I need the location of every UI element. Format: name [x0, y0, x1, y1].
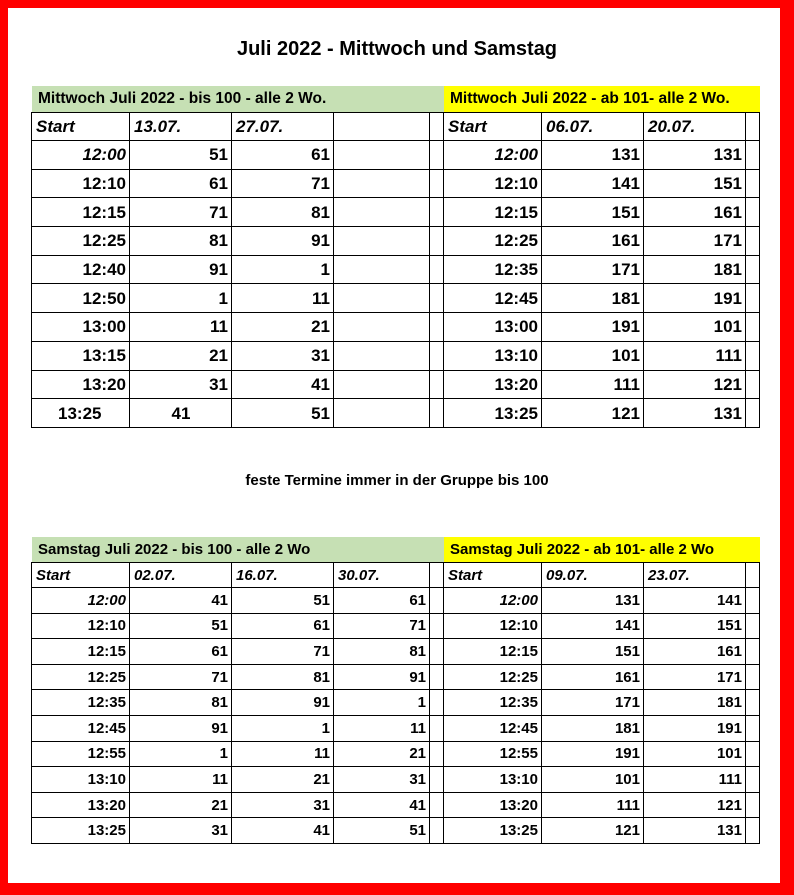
- start-time-cell: 12:45: [444, 284, 542, 313]
- date-header: 16.07.: [232, 563, 334, 588]
- group-number-cell: [430, 588, 444, 614]
- group-number-cell: 21: [334, 742, 430, 768]
- group-number-cell: 91: [130, 716, 232, 742]
- start-time-cell: 13:15: [32, 342, 130, 371]
- group-number-cell: 171: [542, 256, 644, 285]
- group-number-cell: 11: [130, 313, 232, 342]
- start-header: Start: [32, 563, 130, 588]
- saturday-group-high-header: Samstag Juli 2022 - ab 101- alle 2 Wo: [444, 537, 760, 562]
- group-number-cell: 11: [334, 716, 430, 742]
- group-number-cell: 161: [644, 198, 746, 227]
- group-number-cell: [334, 256, 430, 285]
- group-number-cell: 61: [232, 141, 334, 170]
- group-number-cell: [746, 690, 760, 716]
- group-number-cell: 161: [542, 665, 644, 691]
- date-header: 27.07.: [232, 113, 334, 141]
- group-number-cell: 71: [130, 665, 232, 691]
- start-time-cell: 12:00: [32, 141, 130, 170]
- group-number-cell: [746, 170, 760, 199]
- group-number-cell: 81: [232, 665, 334, 691]
- start-time-cell: 13:10: [444, 342, 542, 371]
- group-number-cell: 161: [644, 639, 746, 665]
- start-time-cell: 12:25: [32, 665, 130, 691]
- group-number-cell: [746, 284, 760, 313]
- group-number-cell: 51: [130, 614, 232, 640]
- date-header: 09.07.: [542, 563, 644, 588]
- group-number-cell: [746, 198, 760, 227]
- group-number-cell: 101: [542, 342, 644, 371]
- start-time-cell: 13:00: [444, 313, 542, 342]
- group-number-cell: 141: [542, 170, 644, 199]
- start-time-cell: 13:25: [444, 399, 542, 428]
- group-number-cell: [334, 371, 430, 400]
- group-number-cell: 1: [232, 256, 334, 285]
- group-number-cell: 131: [644, 818, 746, 844]
- group-number-cell: [746, 767, 760, 793]
- group-number-cell: 61: [334, 588, 430, 614]
- group-number-cell: 181: [542, 284, 644, 313]
- group-number-cell: [430, 256, 444, 285]
- group-number-cell: 141: [644, 588, 746, 614]
- group-number-cell: 11: [232, 742, 334, 768]
- group-number-cell: [430, 614, 444, 640]
- group-number-cell: [430, 767, 444, 793]
- group-number-cell: [746, 793, 760, 819]
- start-header: Start: [444, 563, 542, 588]
- group-number-cell: [746, 227, 760, 256]
- group-number-cell: [334, 141, 430, 170]
- page-title: Juli 2022 - Mittwoch und Samstag: [236, 38, 558, 60]
- group-number-cell: [746, 818, 760, 844]
- group-number-cell: [430, 639, 444, 665]
- group-number-cell: 181: [644, 256, 746, 285]
- group-number-cell: 41: [130, 588, 232, 614]
- group-number-cell: 111: [542, 793, 644, 819]
- group-number-cell: [746, 742, 760, 768]
- group-number-cell: 81: [130, 227, 232, 256]
- group-number-cell: 191: [542, 742, 644, 768]
- date-header: 13.07.: [130, 113, 232, 141]
- group-number-cell: 171: [644, 665, 746, 691]
- start-time-cell: 12:45: [444, 716, 542, 742]
- start-time-cell: 12:35: [444, 690, 542, 716]
- group-number-cell: 1: [130, 284, 232, 313]
- group-number-cell: 61: [130, 639, 232, 665]
- group-number-cell: [430, 342, 444, 371]
- group-number-cell: [334, 284, 430, 313]
- group-number-cell: 121: [644, 371, 746, 400]
- group-number-cell: 41: [334, 793, 430, 819]
- date-header: 06.07.: [542, 113, 644, 141]
- start-time-cell: 13:20: [32, 371, 130, 400]
- group-number-cell: 91: [232, 227, 334, 256]
- start-time-cell: 12:25: [444, 665, 542, 691]
- group-number-cell: 31: [334, 767, 430, 793]
- group-number-cell: 151: [644, 170, 746, 199]
- group-number-cell: 41: [232, 371, 334, 400]
- date-header: [430, 113, 444, 141]
- start-time-cell: 13:10: [444, 767, 542, 793]
- group-number-cell: 1: [232, 716, 334, 742]
- group-number-cell: 81: [130, 690, 232, 716]
- group-number-cell: [746, 665, 760, 691]
- group-number-cell: 151: [644, 614, 746, 640]
- group-number-cell: 151: [542, 198, 644, 227]
- group-number-cell: [746, 342, 760, 371]
- fixed-appointments-note: feste Termine immer in der Gruppe bis 100: [245, 472, 549, 489]
- group-number-cell: [430, 284, 444, 313]
- group-number-cell: 131: [644, 399, 746, 428]
- start-time-cell: 12:00: [444, 141, 542, 170]
- start-time-cell: 13:20: [444, 371, 542, 400]
- group-number-cell: 91: [232, 690, 334, 716]
- start-time-cell: 13:25: [32, 399, 130, 428]
- group-number-cell: 141: [542, 614, 644, 640]
- start-time-cell: 12:35: [32, 690, 130, 716]
- date-header: [746, 563, 760, 588]
- group-number-cell: [746, 256, 760, 285]
- group-number-cell: 101: [542, 767, 644, 793]
- start-time-cell: 13:10: [32, 767, 130, 793]
- group-number-cell: 51: [232, 399, 334, 428]
- group-number-cell: [334, 227, 430, 256]
- saturday-group-low-header: Samstag Juli 2022 - bis 100 - alle 2 Wo: [32, 537, 444, 562]
- group-number-cell: 101: [644, 313, 746, 342]
- group-number-cell: 111: [542, 371, 644, 400]
- group-number-cell: 161: [542, 227, 644, 256]
- group-number-cell: 121: [644, 793, 746, 819]
- group-number-cell: 181: [542, 716, 644, 742]
- group-number-cell: 31: [130, 371, 232, 400]
- group-number-cell: 121: [542, 818, 644, 844]
- group-number-cell: 131: [644, 141, 746, 170]
- group-number-cell: 171: [542, 690, 644, 716]
- start-time-cell: 12:15: [32, 639, 130, 665]
- start-time-cell: 13:25: [32, 818, 130, 844]
- start-time-cell: 12:25: [444, 227, 542, 256]
- start-header: Start: [444, 113, 542, 141]
- start-time-cell: 13:00: [32, 313, 130, 342]
- group-number-cell: 31: [130, 818, 232, 844]
- group-number-cell: 71: [232, 639, 334, 665]
- start-time-cell: 12:25: [32, 227, 130, 256]
- start-time-cell: 12:00: [32, 588, 130, 614]
- group-number-cell: 21: [232, 313, 334, 342]
- start-time-cell: 12:55: [32, 742, 130, 768]
- start-time-cell: 12:10: [444, 614, 542, 640]
- group-number-cell: 91: [130, 256, 232, 285]
- group-number-cell: 31: [232, 793, 334, 819]
- group-number-cell: [334, 313, 430, 342]
- date-header: [334, 113, 430, 141]
- group-number-cell: [430, 141, 444, 170]
- group-number-cell: 111: [644, 767, 746, 793]
- group-number-cell: [746, 716, 760, 742]
- group-number-cell: 71: [130, 198, 232, 227]
- date-header: 23.07.: [644, 563, 746, 588]
- saturday-schedule-table: [31, 562, 760, 844]
- wednesday-group-low-header: Mittwoch Juli 2022 - bis 100 - alle 2 Wo.: [32, 86, 444, 112]
- group-number-cell: [746, 614, 760, 640]
- date-header: 30.07.: [334, 563, 430, 588]
- group-number-cell: [334, 170, 430, 199]
- start-time-cell: 13:20: [444, 793, 542, 819]
- wednesday-schedule-table: [31, 112, 760, 428]
- group-number-cell: 191: [644, 716, 746, 742]
- start-time-cell: 12:15: [444, 639, 542, 665]
- group-number-cell: [334, 198, 430, 227]
- group-number-cell: 191: [542, 313, 644, 342]
- group-number-cell: [746, 588, 760, 614]
- start-time-cell: 12:35: [444, 256, 542, 285]
- group-number-cell: 151: [542, 639, 644, 665]
- start-time-cell: 13:20: [32, 793, 130, 819]
- group-number-cell: 51: [130, 141, 232, 170]
- group-number-cell: [430, 313, 444, 342]
- group-number-cell: [746, 141, 760, 170]
- group-number-cell: [430, 170, 444, 199]
- group-number-cell: 51: [232, 588, 334, 614]
- group-number-cell: [746, 399, 760, 428]
- group-number-cell: [430, 227, 444, 256]
- group-number-cell: [746, 371, 760, 400]
- group-number-cell: [430, 399, 444, 428]
- group-number-cell: [746, 313, 760, 342]
- group-number-cell: 11: [130, 767, 232, 793]
- group-number-cell: 21: [130, 342, 232, 371]
- date-header: 02.07.: [130, 563, 232, 588]
- start-header: Start: [32, 113, 130, 141]
- start-time-cell: 12:15: [32, 198, 130, 227]
- group-number-cell: 11: [232, 284, 334, 313]
- group-number-cell: 81: [334, 639, 430, 665]
- wednesday-group-high-header: Mittwoch Juli 2022 - ab 101- alle 2 Wo.: [444, 86, 760, 112]
- group-number-cell: [746, 639, 760, 665]
- group-number-cell: 131: [542, 588, 644, 614]
- group-number-cell: 101: [644, 742, 746, 768]
- date-header: [746, 113, 760, 141]
- group-number-cell: 181: [644, 690, 746, 716]
- group-number-cell: [430, 793, 444, 819]
- group-number-cell: 71: [232, 170, 334, 199]
- start-time-cell: 12:45: [32, 716, 130, 742]
- group-number-cell: [334, 399, 430, 428]
- group-number-cell: [430, 371, 444, 400]
- start-time-cell: 12:00: [444, 588, 542, 614]
- group-number-cell: 41: [130, 399, 232, 428]
- group-number-cell: 171: [644, 227, 746, 256]
- start-time-cell: 12:10: [444, 170, 542, 199]
- start-time-cell: 12:10: [32, 614, 130, 640]
- start-time-cell: 12:15: [444, 198, 542, 227]
- group-number-cell: [430, 198, 444, 227]
- group-number-cell: 61: [232, 614, 334, 640]
- group-number-cell: [430, 665, 444, 691]
- group-number-cell: [430, 690, 444, 716]
- group-number-cell: 91: [334, 665, 430, 691]
- date-header: [430, 563, 444, 588]
- group-number-cell: 1: [334, 690, 430, 716]
- group-number-cell: [430, 716, 444, 742]
- start-time-cell: 12:55: [444, 742, 542, 768]
- group-number-cell: 81: [232, 198, 334, 227]
- group-number-cell: 31: [232, 342, 334, 371]
- start-time-cell: 12:40: [32, 256, 130, 285]
- group-number-cell: 51: [334, 818, 430, 844]
- group-number-cell: 41: [232, 818, 334, 844]
- group-number-cell: 21: [232, 767, 334, 793]
- group-number-cell: 61: [130, 170, 232, 199]
- group-number-cell: 121: [542, 399, 644, 428]
- date-header: 20.07.: [644, 113, 746, 141]
- start-time-cell: 12:10: [32, 170, 130, 199]
- group-number-cell: 111: [644, 342, 746, 371]
- group-number-cell: [430, 818, 444, 844]
- group-number-cell: [334, 342, 430, 371]
- group-number-cell: [430, 742, 444, 768]
- group-number-cell: 71: [334, 614, 430, 640]
- group-number-cell: 191: [644, 284, 746, 313]
- group-number-cell: 131: [542, 141, 644, 170]
- start-time-cell: 13:25: [444, 818, 542, 844]
- group-number-cell: 21: [130, 793, 232, 819]
- group-number-cell: 1: [130, 742, 232, 768]
- start-time-cell: 12:50: [32, 284, 130, 313]
